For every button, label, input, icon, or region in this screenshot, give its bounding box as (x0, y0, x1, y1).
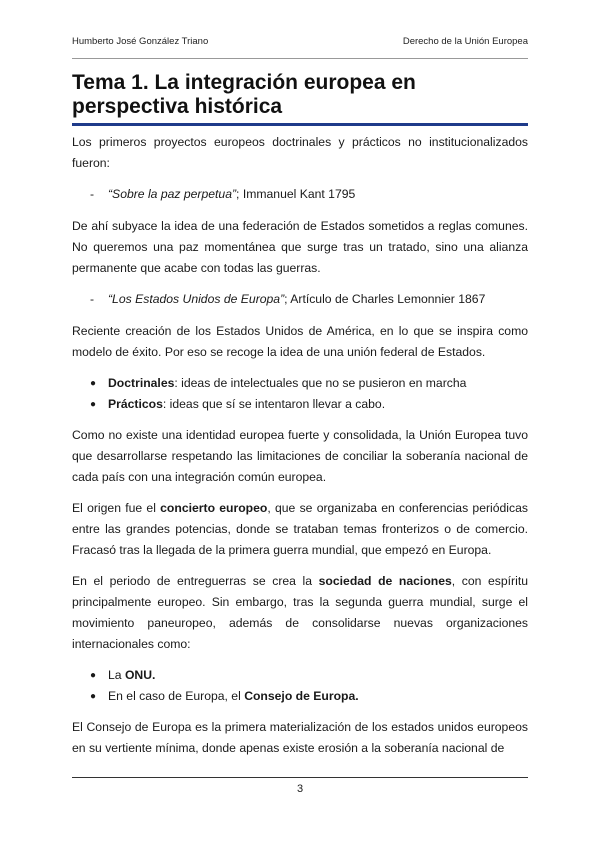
page-title: Tema 1. La integración europea en perspectiva histórica (72, 71, 416, 118)
work-author: ; Artículo de Charles Lemonnier 1867 (284, 292, 486, 306)
text-run: En el caso de Europa, el (108, 689, 245, 703)
dash-marker: - (90, 292, 95, 306)
dash-item-lemonnier (90, 289, 528, 310)
bold-term: concierto europeo (160, 501, 268, 515)
dash-item-text (108, 289, 485, 310)
bold-term: Consejo de Europa. (244, 689, 359, 703)
dash-item-kant (90, 184, 528, 205)
text-run: En el periodo de entreguerras se crea la (72, 574, 319, 588)
definition: : ideas de intelectuales que no se pusieron en marcha (174, 376, 467, 390)
text-run: El origen fue el (72, 501, 161, 515)
term: Doctrinales (108, 376, 175, 390)
footer-divider (72, 777, 528, 778)
term: Prácticos (108, 397, 163, 411)
list-item (90, 394, 528, 415)
header-course: Derecho de la Unión Europea (402, 36, 528, 47)
bullet-icon: ● (90, 399, 97, 410)
dash-item-text (108, 184, 355, 205)
work-title: “Sobre la paz perpetua” (108, 187, 237, 201)
bullet-icon: ● (90, 670, 97, 681)
work-title: “Los Estados Unidos de Europa” (108, 292, 285, 306)
definition: : ideas que sí se intentaron llevar a cabo. (162, 397, 386, 411)
bullet-icon: ● (90, 691, 97, 702)
text-run: , que se organizaba en conferencias periódicas entre las grandes potencias, donde se trataban temas fronterizos o de comercio. Fracasó tras la llegada de la primera guerra mundial, que empezó en Europa. (72, 501, 528, 557)
page-header (72, 36, 528, 47)
text-run: La (108, 668, 125, 682)
paragraph-interwar (72, 571, 528, 655)
list-item (90, 686, 528, 707)
list-item (90, 665, 528, 686)
paragraph-council: El Consejo de Europa es la primera materialización de los estados unidos europeos en su vertiente mínima, donde apenas existe erosión a la soberanía nacional de (72, 720, 528, 755)
title-underline (72, 123, 528, 126)
header-divider (72, 58, 528, 59)
paragraph-federation: De ahí subyace la idea de una federación de Estados sometidos a reglas comunes. No queremos una paz momentánea que surge tras un tratado, sino una alianza permanente que acabe con todas las guerras. (72, 219, 528, 275)
bullet-list-projects (72, 373, 528, 415)
text-run: , con espíritu principalmente europeo. Sin embargo, tras la segunda guerra mundial, surge el movimiento paneuropeo, además de consolidarse nuevas organizaciones internacionales como: (72, 574, 528, 651)
work-author: ; Immanuel Kant 1795 (236, 187, 356, 201)
header-author: Humberto José González Triano (72, 36, 209, 47)
bold-term: ONU. (124, 668, 156, 682)
paragraph-intro: Los primeros proyectos europeos doctrinales y prácticos no institucionalizados fueron: (72, 135, 528, 170)
bullet-list-organizations (72, 665, 528, 707)
dash-marker: - (90, 187, 95, 201)
paragraph-identity: Como no existe una identidad europea fuerte y consolidada, la Unión Europea tuvo que desarrollarse respetando las limitaciones de conciliar la soberanía nacional de cada país con una integración común europea. (72, 428, 528, 484)
document-body (72, 132, 528, 769)
paragraph-concert (72, 498, 528, 561)
page-number: 3 (296, 783, 304, 795)
list-item (90, 373, 528, 394)
bullet-icon: ● (90, 378, 97, 389)
paragraph-usa-model: Reciente creación de los Estados Unidos de América, en lo que se inspira como modelo de éxito. Por eso se recoge la idea de una unión federal de Estados. (72, 324, 528, 359)
bold-term: sociedad de naciones (318, 574, 452, 588)
